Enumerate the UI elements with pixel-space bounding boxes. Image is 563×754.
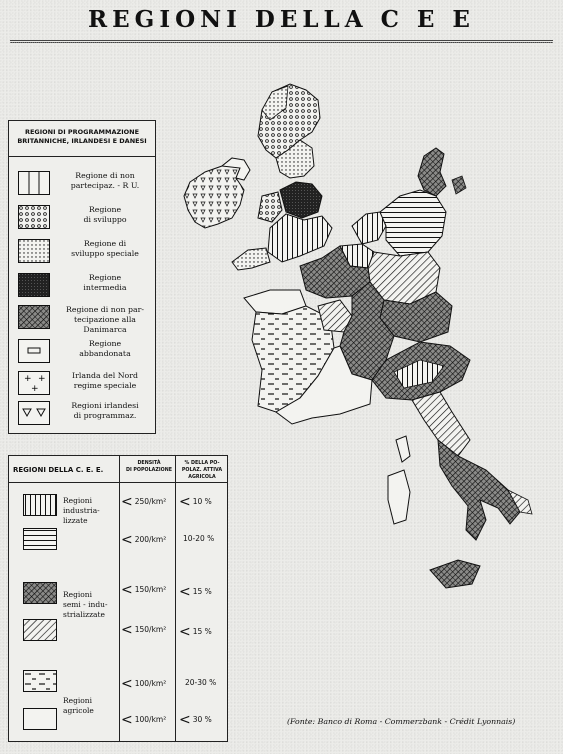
agri-text: 15 % xyxy=(192,587,212,596)
legend-item-line: Regioni irlandesi xyxy=(71,401,139,410)
group-label-industrializzate xyxy=(63,496,117,526)
legend-programmazione-header xyxy=(9,121,155,157)
chevron-icon: < xyxy=(121,676,133,692)
chevron-icon: < xyxy=(179,584,191,600)
legend-item-line: sviluppo speciale xyxy=(71,249,139,258)
col-header-agricola xyxy=(177,460,227,481)
density-value xyxy=(121,532,177,548)
group-label-line: Regioni xyxy=(63,496,93,505)
legend-item-line: Regione xyxy=(88,273,122,282)
legend-item-line: Regione di non par- xyxy=(66,305,144,314)
agri-value xyxy=(179,584,225,600)
legend-item xyxy=(9,239,155,269)
density-value xyxy=(121,622,177,638)
legend-item xyxy=(9,339,155,369)
legend-item-label xyxy=(57,339,153,359)
svg-text:+: + xyxy=(24,374,32,384)
legend-item-line: regime speciale xyxy=(73,381,137,390)
group-label-semi-industrializzate xyxy=(63,590,117,620)
legend-item xyxy=(9,401,155,431)
legend-item-label xyxy=(57,305,153,335)
agri-value xyxy=(179,494,225,510)
group-label-line: semi - indu- xyxy=(63,600,108,609)
crosshatch-swatch xyxy=(18,305,50,329)
chevron-icon: < xyxy=(179,624,191,640)
density-text: 250/km² xyxy=(134,497,167,506)
wales-region xyxy=(258,192,282,222)
legend-item-line: Irlanda del Nord xyxy=(72,371,138,380)
col-header-line: DI POPOLAZIONE xyxy=(125,468,173,473)
chevron-icon: < xyxy=(121,622,133,638)
legend-item-label xyxy=(57,273,153,293)
map-title: REGIONI DELLA C E E xyxy=(88,6,475,33)
density-value xyxy=(121,676,177,692)
dash-swatch xyxy=(18,339,50,363)
legend-item xyxy=(9,205,155,235)
agri-text: 10 % xyxy=(192,497,212,506)
legend-item-line: Regione di non xyxy=(75,171,135,180)
legend-item xyxy=(9,305,155,335)
diagonal-lines-swatch xyxy=(23,619,57,641)
density-text: 150/km² xyxy=(134,585,167,594)
chevron-icon: < xyxy=(121,712,133,728)
legend-item xyxy=(9,273,155,303)
density-text: 200/km² xyxy=(134,535,167,544)
legend-programmazione-heading-2: BRITANNICHE, IRLANDESI E DANESI xyxy=(17,137,147,145)
density-text: 150/km² xyxy=(134,625,167,634)
legend-item-line: Regione xyxy=(88,339,122,348)
col-header-regioni: REGIONI DELLA C. E. E. xyxy=(13,466,104,474)
denmark-islands xyxy=(452,176,466,194)
legend-item-line: tecipazione alla xyxy=(74,315,136,324)
svg-text:+: + xyxy=(31,384,39,394)
legend-item-line: Danimarca xyxy=(83,325,127,334)
chevron-icon: < xyxy=(121,582,133,598)
legend-item-line: abbandonata xyxy=(79,349,131,358)
legend-programmazione xyxy=(8,120,156,434)
sardinia-region xyxy=(388,470,410,524)
legend-item-line: Regione di xyxy=(83,239,127,248)
agri-value xyxy=(179,624,225,640)
circles-swatch xyxy=(18,205,50,229)
group-label-agricole xyxy=(63,696,117,716)
corsica-region xyxy=(396,436,410,462)
legend-item xyxy=(9,171,155,201)
agri-value xyxy=(183,534,229,543)
dots-swatch xyxy=(18,239,50,263)
triangles-swatch xyxy=(18,401,50,425)
sicily-region xyxy=(430,560,480,588)
legend-item-line: intermedia xyxy=(83,283,127,292)
legend-item xyxy=(9,371,155,401)
chevron-icon: < xyxy=(179,712,191,728)
group-label-line: Regioni xyxy=(63,590,93,599)
legend-item-label xyxy=(57,171,153,191)
intermediate-region xyxy=(280,182,322,218)
chevron-icon: < xyxy=(121,494,133,510)
vertical-lines-swatch xyxy=(23,494,57,516)
legend-item-line: Regione xyxy=(88,205,122,214)
agri-text: 15 % xyxy=(192,627,212,636)
density-value xyxy=(121,712,177,728)
source-credit: (Fonte: Banco di Roma - Commerzbank - Crédit Lyonnais) xyxy=(287,717,516,726)
column-divider xyxy=(119,456,120,741)
header-divider xyxy=(9,482,227,483)
legend-item-line: di sviluppo xyxy=(83,215,127,224)
legend-programmazione-heading-1: REGIONI DI PROGRAMMAZIONE xyxy=(24,128,140,136)
chevron-icon: < xyxy=(121,532,133,548)
agri-text: 10-20 % xyxy=(183,534,215,543)
col-header-line: % DELLA PO- xyxy=(184,461,220,466)
legend-item-line: partecipaz. - R U. xyxy=(70,181,140,190)
group-label-line: agricole xyxy=(63,706,94,715)
blank-swatch xyxy=(23,708,57,730)
vertical-lines-swatch xyxy=(18,171,50,195)
legend-item-label xyxy=(57,401,153,421)
chevron-icon: < xyxy=(179,494,191,510)
density-value xyxy=(121,582,177,598)
southeast-england-region xyxy=(268,214,332,262)
legend-item-line: di programmaz. xyxy=(73,411,137,420)
legend-item-label xyxy=(57,371,153,391)
plus-swatch xyxy=(18,371,50,395)
southwest-england-region xyxy=(232,248,270,270)
dash-swatch xyxy=(23,670,57,692)
agri-value xyxy=(185,678,231,687)
denmark-region xyxy=(418,148,446,196)
legend-cee xyxy=(8,455,228,742)
density-text: 100/km² xyxy=(134,679,167,688)
col-header-densita xyxy=(121,460,177,474)
agri-text: 30 % xyxy=(192,715,212,724)
density-value xyxy=(121,494,177,510)
group-label-line: strializzate xyxy=(63,610,105,619)
group-label-line: lizzate xyxy=(63,516,88,525)
north-germany-region xyxy=(380,190,446,256)
group-label-line: industria- xyxy=(63,506,100,515)
legend-item-label xyxy=(57,205,153,225)
agri-text: 20-30 % xyxy=(185,678,217,687)
horizontal-lines-swatch xyxy=(23,528,57,550)
density-text: 100/km² xyxy=(134,715,167,724)
ireland-region xyxy=(184,158,244,228)
dark-swatch xyxy=(18,273,50,297)
col-header-line: POLAZ. ATTIVA xyxy=(181,468,223,473)
agri-value xyxy=(179,712,225,728)
legend-item-label xyxy=(57,239,153,259)
crosshatch-swatch xyxy=(23,582,57,604)
col-header-line: AGRICOLA xyxy=(188,475,216,480)
netherlands-region xyxy=(352,212,386,244)
group-label-line: Regioni xyxy=(63,696,93,705)
svg-text:+: + xyxy=(38,374,46,384)
col-header-line: DENSITÀ xyxy=(137,461,161,466)
